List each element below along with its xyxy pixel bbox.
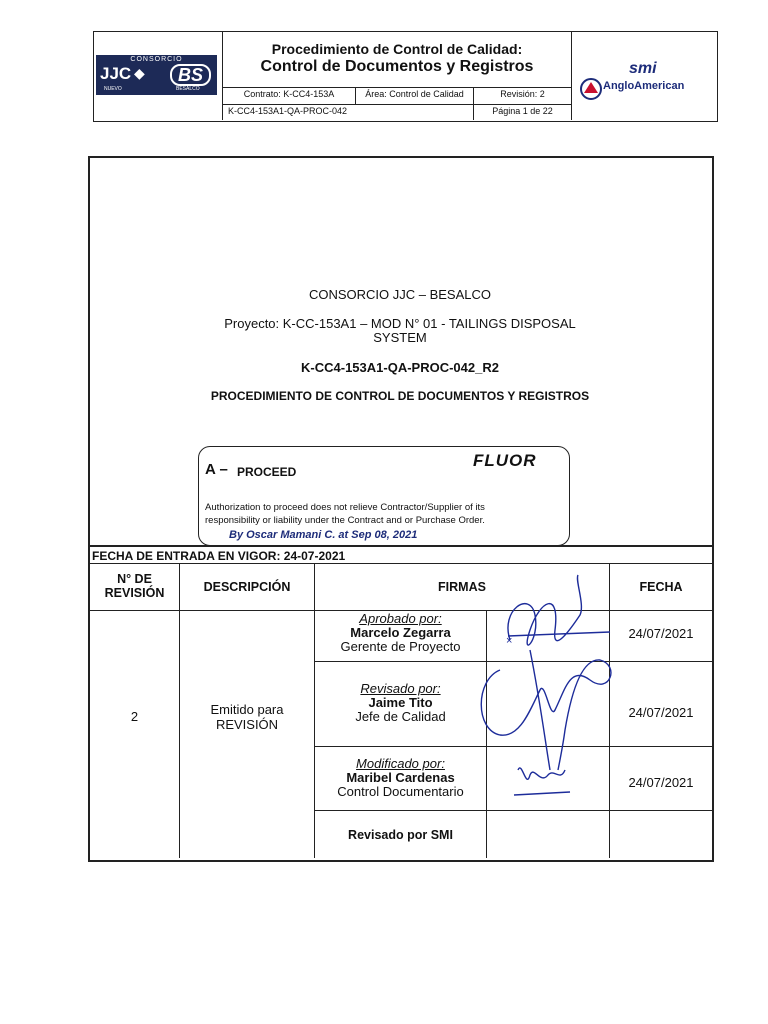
project-line2: SYSTEM xyxy=(373,330,427,345)
header-revision: Revisión: 2 xyxy=(500,89,545,99)
logo-jjc-text: JJC xyxy=(100,64,132,83)
reviewed-date: 24/07/2021 xyxy=(628,705,694,720)
stamp-code: A – xyxy=(205,461,228,478)
header-title-line2: Control de Documentos y Registros xyxy=(260,58,534,75)
effective-date: FECHA DE ENTRADA EN VIGOR: 24-07-2021 xyxy=(92,549,346,563)
revision-number: 2 xyxy=(130,709,139,724)
header-page: Página 1 de 22 xyxy=(492,106,553,116)
logo-bs-text: BS xyxy=(170,64,211,86)
header-title-line1: Procedimiento de Control de Calidad: xyxy=(271,41,523,57)
reviewer-name: Jaime Tito xyxy=(368,695,433,710)
modifier-position: Control Documentario xyxy=(337,784,464,799)
project-line1: Proyecto: K-CC-153A1 – MOD N° 01 - TAILINGS DISPOSAL xyxy=(224,316,576,331)
col-header-signatures: FIRMAS xyxy=(438,580,486,594)
stamp-approved-by: By Oscar Mamani C. at Sep 08, 2021 xyxy=(229,529,418,541)
header-doc-code: K-CC4-153A1-QA-PROC-042 xyxy=(228,106,348,116)
modifier-name: Maribel Cardenas xyxy=(346,770,455,785)
approver-position: Gerente de Proyecto xyxy=(340,639,461,654)
logo-diamond-icon: ◆ xyxy=(134,65,145,81)
anglo-american-icon xyxy=(579,78,603,100)
document-title: PROCEDIMIENTO DE CONTROL DE DOCUMENTOS Y REGISTROS xyxy=(210,389,590,403)
col-header-description: DESCRIPCIÓN xyxy=(203,580,291,594)
reviewer-position: Jefe de Calidad xyxy=(355,709,446,724)
smi-logo-text: smi xyxy=(629,60,657,77)
col-header-date: FECHA xyxy=(639,580,683,594)
anglo-american-text: AngloAmerican xyxy=(603,80,685,92)
header-area: Área: Control de Calidad xyxy=(365,89,464,99)
signature-row-approved xyxy=(315,612,486,654)
logo-sub1-text: NUEVO xyxy=(104,86,122,92)
approved-label: Aprobado por: xyxy=(359,611,442,626)
logo-top-text: CONSORCIO xyxy=(130,56,183,63)
stamp-note: Authorization to proceed does not relieve Contractor/Supplier of its responsibility or liability under the Contract and or Purchase Order. xyxy=(205,502,485,526)
document-number: K-CC4-153A1-QA-PROC-042_R2 xyxy=(301,360,499,375)
col-header-revision: N° DE REVISIÓN xyxy=(104,572,165,600)
smi-review-row: Revisado por SMI xyxy=(348,828,453,842)
revision-description: Emitido para REVISIÓN xyxy=(210,702,284,732)
client-logo xyxy=(577,60,717,105)
handwritten-signatures xyxy=(470,570,640,810)
reviewer-signature-icon xyxy=(481,660,611,770)
reviewed-label: Revisado por: xyxy=(360,681,441,696)
approver-name: Marcelo Zegarra xyxy=(350,625,451,640)
fluor-logo-text: FLUOR xyxy=(473,451,537,470)
logo-sub2-text: BESALCO xyxy=(176,86,200,92)
consorcio-logo xyxy=(96,55,217,95)
signature-row-reviewed xyxy=(315,682,486,724)
stamp-status: PROCEED xyxy=(237,465,297,479)
modified-label: Modificado por: xyxy=(356,756,445,771)
modified-date: 24/07/2021 xyxy=(628,775,694,790)
consortium-name: CONSORCIO JJC – BESALCO xyxy=(308,287,492,302)
approved-date: 24/07/2021 xyxy=(628,626,694,641)
svg-text:×: × xyxy=(506,635,513,647)
signature-row-modified xyxy=(315,757,486,799)
header-contract: Contrato: K-CC4-153A xyxy=(243,89,335,99)
fluor-approval-stamp xyxy=(198,446,570,546)
